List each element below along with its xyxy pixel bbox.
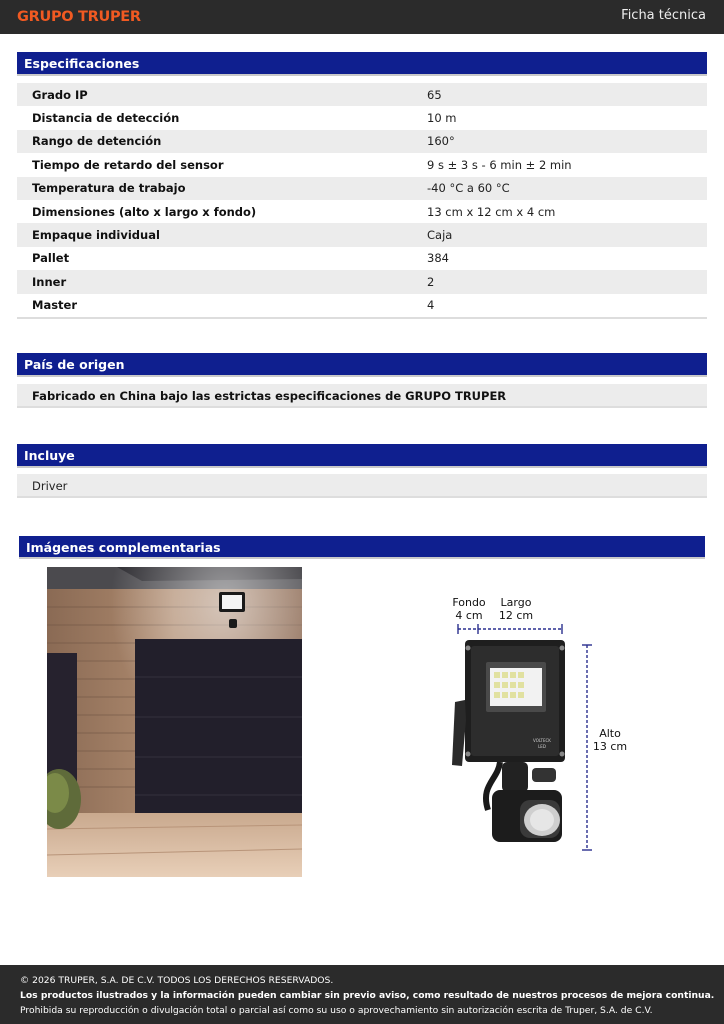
floodlight-body: [452, 640, 565, 842]
spec-row: [17, 270, 707, 293]
spec-value: 384: [427, 251, 449, 266]
spec-row: [17, 177, 707, 200]
footer-notice: Los productos ilustrados y la información pueden cambiar sin previo aviso, como resultado de nuestros procesos de mejora continua.: [20, 990, 715, 1001]
dimension-diagram: [440, 590, 640, 860]
spec-row: [17, 247, 707, 270]
document-type: Ficha técnica: [621, 8, 706, 23]
top-bar: [0, 0, 724, 34]
spec-label: Grado IP: [32, 87, 88, 102]
depth-value: 4 cm: [455, 609, 483, 622]
spec-row: [17, 223, 707, 246]
width-label: Largo: [500, 596, 532, 609]
spec-value: 160°: [427, 134, 455, 149]
includes-header: Incluye: [17, 444, 707, 468]
spec-label: Rango de detención: [32, 134, 162, 149]
spec-value: 65: [427, 87, 442, 102]
width-value: 12 cm: [498, 609, 534, 622]
footer-copyright: © 2026 TRUPER, S.A. DE C.V. TODOS LOS DERECHOS RESERVADOS.: [20, 975, 334, 986]
spec-row: [17, 200, 707, 223]
spec-label: Pallet: [32, 251, 70, 266]
spec-label: Temperatura de trabajo: [32, 181, 186, 196]
brand-mark: VOLTECK: [533, 738, 551, 743]
spec-value: Caja: [427, 228, 453, 243]
spec-label: Inner: [32, 274, 67, 289]
spec-value: 9 s ± 3 s - 6 min ± 2 min: [427, 157, 572, 172]
origin-text: Fabricado en China bajo las estrictas especificaciones de GRUPO TRUPER: [17, 384, 707, 408]
spec-row: [17, 294, 707, 317]
spec-label: Tiempo de retardo del sensor: [32, 157, 224, 172]
includes-text: Driver: [17, 474, 707, 498]
specs-header: Especificaciones: [17, 52, 707, 76]
spec-row: [17, 83, 707, 106]
height-value: 13 cm: [592, 740, 628, 753]
footer: [0, 965, 724, 1024]
spec-label: Distancia de detección: [32, 111, 180, 126]
spec-value: 10 m: [427, 111, 457, 126]
spec-value: 4: [427, 298, 435, 313]
height-label: Alto: [599, 727, 621, 740]
origin-header: País de origen: [17, 353, 707, 377]
spec-value: -40 °C a 60 °C: [427, 181, 510, 196]
brand-logo: GRUPO TRUPER: [17, 9, 141, 25]
spec-label: Empaque individual: [32, 228, 160, 243]
footer-prohibition: Prohibida su reproducción o divulgación total o parcial así como su uso o aprovechamiento sin autorización escrita de Truper, S.A. de C.V.: [20, 1005, 653, 1016]
spec-value: 2: [427, 274, 435, 289]
spec-table: [17, 83, 707, 319]
spec-row: [17, 130, 707, 153]
depth-label: Fondo: [452, 596, 486, 609]
images-header: Imágenes complementarias: [19, 536, 705, 559]
spec-row: [17, 153, 707, 176]
product-photo: [47, 567, 302, 877]
spec-label: Dimensiones (alto x largo x fondo): [32, 204, 257, 219]
spec-label: Master: [32, 298, 78, 313]
spec-row: [17, 106, 707, 129]
spec-value: 13 cm x 12 cm x 4 cm: [427, 204, 556, 219]
led-mark: LED: [538, 744, 546, 749]
